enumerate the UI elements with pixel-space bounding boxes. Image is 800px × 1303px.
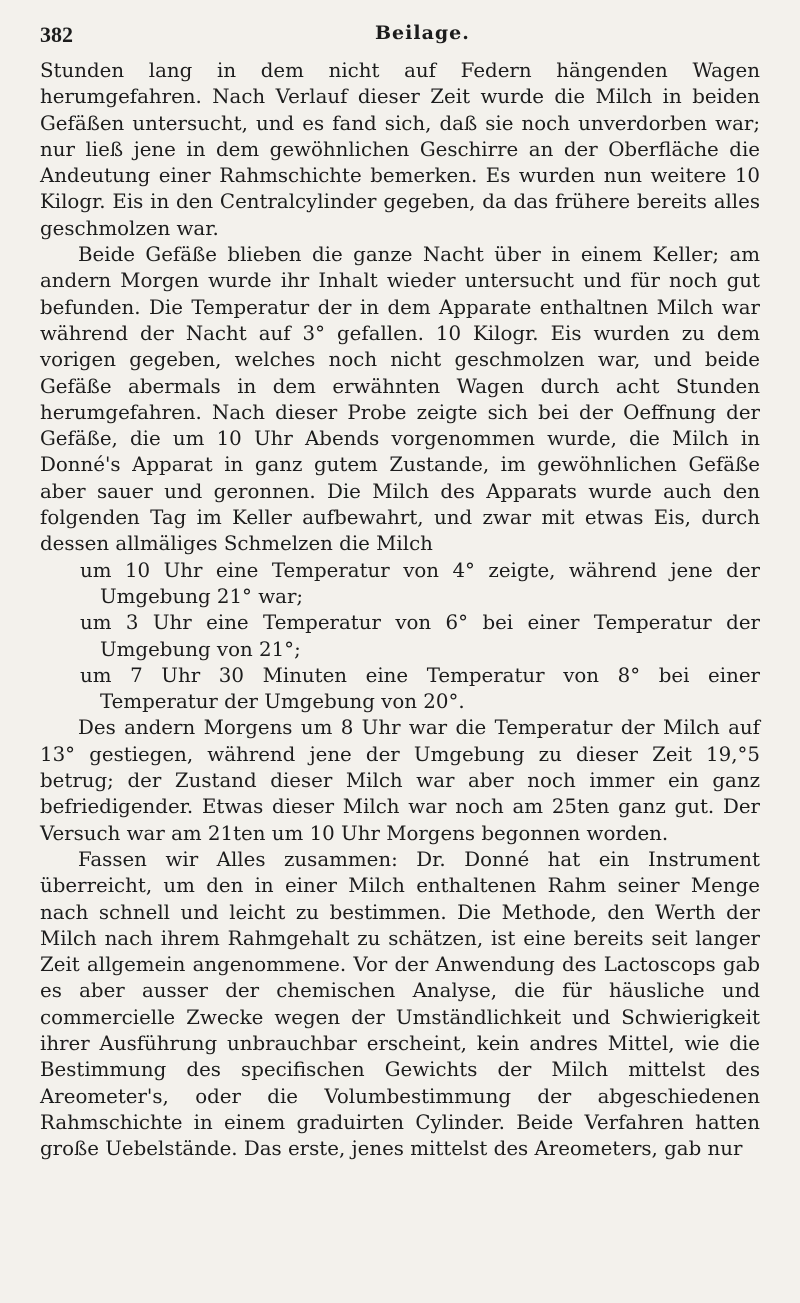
list-item: um 3 Uhr eine Temperatur von 6° bei einer Temperatur der Umgebung von 21°; xyxy=(80,611,760,661)
paragraph: Stunden lang in dem nicht auf Federn hängenden Wagen herumgefahren. Nach Verlauf dieser Zeit wurde die Milch in beiden Gefäßen untersucht, und es fand sich, daß sie noch unverdorben war; nur ließ jene in dem gewöhnlichen Geschirre an der Oberfläche die Andeutung einer Rahmschichte bemerken. Es wurden nun weitere 10 Kilogr. Eis in den Centralcylinder gegeben, da das frühere bereits alles geschmolzen war. xyxy=(40,59,760,240)
paragraph: Beide Gefäße blieben die ganze Nacht über in einem Keller; am andern Morgen wurde ihr Inhalt wieder untersucht und für noch gut befunden. Die Temperatur der in dem Apparate enthaltnen Milch war während der Nacht auf 3° gefallen. 10 Kilogr. Eis wurden zu dem vorigen gegeben, welches noch nicht geschmolzen war, und beide Gefäße abermals in dem erwähnten Wagen durch acht Stunden herumgefahren. Nach dieser Probe zeigte sich bei der Oeffnung der Gefäße, die um 10 Uhr Abends vorgenommen wurde, die Milch in Donné's Apparat in ganz gutem Zustande, im gewöhnlichen Gefäße aber sauer und geronnen. Die Milch des Apparats wurde auch den folgenden Tag im Keller aufbewahrt, und zwar mit etwas Eis, durch dessen allmäliges Schmelzen die Milch xyxy=(40,243,760,556)
list-item: um 7 Uhr 30 Minuten eine Temperatur von 8° bei einer Temperatur der Umgebung von 20°. xyxy=(80,663,760,714)
page-number: 382 xyxy=(40,22,73,47)
list-item: um 10 Uhr eine Temperatur von 4° zeigte, während jene der Umgebung 21° war; xyxy=(80,558,760,608)
running-head xyxy=(40,22,760,58)
running-title: Beilage. xyxy=(375,22,470,44)
paragraph: Des andern Morgens um 8 Uhr war die Temperatur der Milch auf 13° gestiegen, während jene der Umgebung zu dieser Zeit 19,°5 betrug; der Zustand dieser Milch war aber noch immer ein ganz befriedigender. Etwas dieser Milch war noch am 25ten ganz gut. Der Versuch war am 21ten um 10 Uhr Morgens begonnen worden. xyxy=(40,716,760,845)
temperature-readings-list xyxy=(40,558,760,716)
body-text xyxy=(40,58,760,1162)
paragraph: Fassen wir Alles zusammen: Dr. Donné hat ein Instrument überreicht, um den in einer Milch enthaltenen Rahm seiner Menge nach schnell und leicht zu bestimmen. Die Methode, den Werth der Milch nach ihrem Rahmgehalt zu schätzen, ist eine bereits seit langer Zeit allgemein angenommene. Vor der Anwendung des Lactoscops gab es aber ausser der chemischen Analyse, die für häusliche und commercielle Zwecke wegen der Umständlichkeit und Schwierigkeit ihrer Ausführung unbrauchbar erscheint, kein andres Mittel, wie die Bestimmung des specifischen Gewichts der Milch mittelst des Areometer's, oder die Volumbestimmung der abgeschiedenen Rahmschichte in einem graduirten Cylinder. Beide Verfahren hatten große Uebelstände. Das erste, jenes mittelst des Areometers, gab nur xyxy=(40,847,760,1161)
